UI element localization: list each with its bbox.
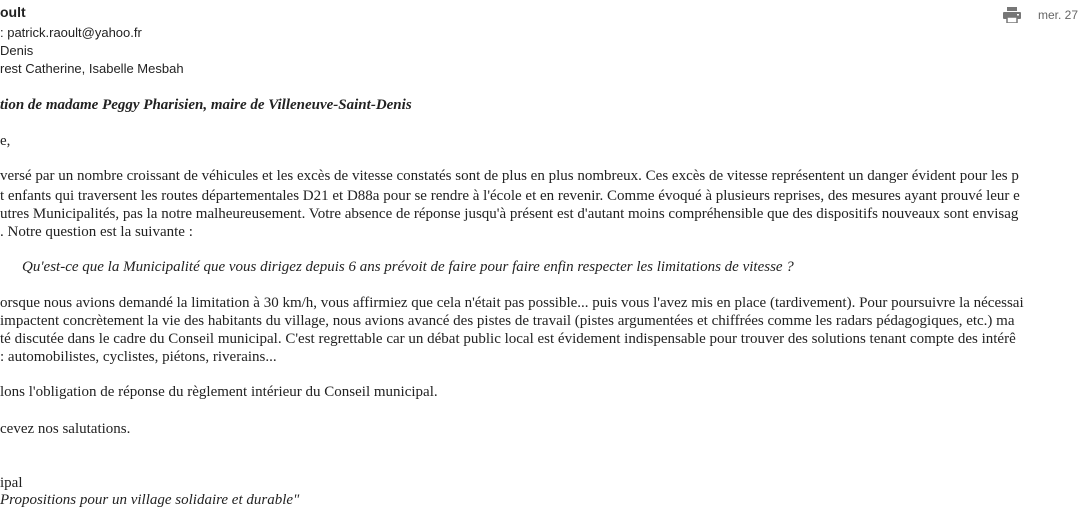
paragraph-line: . Notre question est la suivante : [0, 224, 193, 240]
paragraph-line: lons l'obligation de réponse du règlement intérieur du Conseil municipal. [0, 384, 438, 400]
closing-line: cevez nos salutations. [0, 421, 131, 437]
paragraph-line: té discutée dans le cadre du Conseil municipal. C'est regrettable car un débat public local est évidement indispensable pour trouver des solutions tenant compte des intérê [0, 331, 1016, 347]
paragraph-line: impactent concrètement la vie des habitants du village, nous avions avancé des pistes de travail (pistes argumentées et chiffrées comme les radars pédagogiques, etc.) ma [0, 313, 1015, 329]
to-recipients: Denis [0, 43, 34, 58]
sender-name: oult [0, 4, 26, 20]
message-subject: tion de madame Peggy Pharisien, maire de Villeneuve-Saint-Denis [0, 97, 412, 113]
question-quote: Qu'est-ce que la Municipalité que vous dirigez depuis 6 ans prévoit de faire pour faire enfin respecter les limitations de vitesse ? [22, 259, 794, 275]
signature-line: ipal [0, 475, 23, 491]
printer-icon[interactable] [1003, 7, 1021, 23]
from-address[interactable]: : patrick.raoult@yahoo.fr [0, 25, 142, 40]
paragraph-line: utres Municipalités, pas la notre malheureusement. Votre absence de réponse jusqu'à présent est d'autant moins compréhensible que des dispositifs nouveaux sont envisag [0, 206, 1019, 222]
paragraph-line: versé par un nombre croissant de véhicules et les excès de vitesse constatés sont de plus en plus nombreux. Ces excès de vitesse représentent un danger évident pour les p [0, 168, 1019, 184]
signature-tagline: Propositions pour un village solidaire et durable" [0, 492, 300, 508]
paragraph-line: t enfants qui traversent les routes départementales D21 et D88a pour se rendre à l'école et en revenir. Comme évoqué à plusieurs reprises, des mesures ayant prouvé leur e [0, 188, 1020, 204]
cc-recipients: rest Catherine, Isabelle Mesbah [0, 61, 184, 76]
message-date: mer. 27 [1038, 8, 1079, 22]
paragraph-line: : automobilistes, cyclistes, piétons, riverains... [0, 349, 277, 365]
greeting: e, [0, 133, 11, 149]
paragraph-line: orsque nous avions demandé la limitation à 30 km/h, vous affirmiez que cela n'était pas possible... puis vous l'avez mis en place (tardivement). Pour poursuivre la nécessai [0, 295, 1024, 311]
